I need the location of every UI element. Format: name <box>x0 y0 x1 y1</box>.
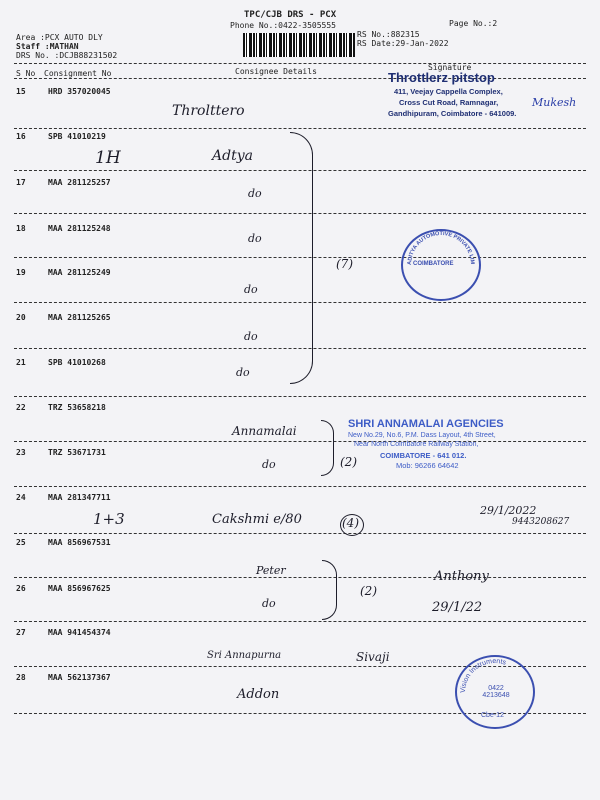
handwritten-ditto: do <box>236 366 250 379</box>
row-25-consignment: MAA 856967531 <box>48 538 111 547</box>
rs-number: RS No.:882315 <box>357 30 420 39</box>
handwritten-ditto: do <box>262 597 276 610</box>
handwritten-brace <box>290 132 313 384</box>
row-28-sno: 28 <box>16 673 26 682</box>
column-consignment: Consignment No <box>44 69 112 78</box>
drs-number: DRS No. :DCJB88231502 <box>16 51 118 60</box>
row-20-sno: 20 <box>16 313 26 322</box>
handwritten-name: Sri Annapurna <box>207 650 282 661</box>
handwritten-ditto: do <box>244 330 258 343</box>
handwritten-count: 1+3 <box>93 510 125 528</box>
handwritten-date: 29/1/2022 <box>480 504 537 517</box>
row-27-sno: 27 <box>16 628 26 637</box>
row-24-consignment: MAA 281347711 <box>48 493 111 502</box>
handwritten-signature: Sivaji <box>356 650 390 664</box>
handwritten-brace <box>321 420 334 476</box>
row-divider <box>14 396 586 397</box>
row-24-sno: 24 <box>16 493 26 502</box>
handwritten-brace <box>322 560 337 620</box>
header-divider <box>14 63 586 64</box>
handwritten-count-circled: (4) <box>342 516 359 530</box>
handwritten-ditto: do <box>248 187 262 200</box>
throttlerz-stamp-address-1: 411, Veejay Cappella Complex, <box>394 87 503 96</box>
row-divider <box>14 577 586 578</box>
staff-label: Staff :MATHAN <box>16 42 79 51</box>
row-19-sno: 19 <box>16 268 26 277</box>
area-label: Area :PCX AUTO DLY <box>16 33 103 42</box>
handwritten-count-circled: (2) <box>340 455 357 469</box>
handwritten-phone: 9443208627 <box>512 517 570 527</box>
row-26-sno: 26 <box>16 584 26 593</box>
row-divider <box>14 128 586 129</box>
row-17-consignment: MAA 281125257 <box>48 178 111 187</box>
annamalai-stamp-address-1: New No.29, No.6, P.M. Dass Layout, 4th Street, <box>348 432 496 439</box>
handwritten-name: Addon <box>237 687 280 702</box>
phone-number: Phone No.:0422-3505555 <box>230 21 336 30</box>
vision-instruments-ring-text: Vision Instruments <box>459 657 507 694</box>
row-19-consignment: MAA 281125249 <box>48 268 111 277</box>
handwritten-name: Throlttero <box>172 103 245 119</box>
aditya-seal-ring-text: ADITYA AUTOMOTIVE PRIVATE LIM <box>406 231 476 266</box>
handwritten-ditto: do <box>262 458 276 471</box>
row-divider <box>14 533 586 534</box>
vision-instruments-seal <box>455 655 535 729</box>
row-15-consignment: HRD 357020045 <box>48 87 111 96</box>
row-23-consignment: TRZ 53671731 <box>48 448 106 457</box>
row-25-sno: 25 <box>16 538 26 547</box>
handwritten-signature: Anthony <box>434 569 489 584</box>
annamalai-stamp-mobile: Mob: 96266 64642 <box>396 461 459 470</box>
row-27-consignment: MAA 941454374 <box>48 628 111 637</box>
handwritten-signature: Mukesh <box>532 96 577 109</box>
annamalai-stamp-address-2: Near North Coimbatore Railway Station, <box>354 441 479 448</box>
throttlerz-stamp-address-2: Cross Cut Road, Ramnagar, <box>399 98 499 107</box>
handwritten-count-circled: (2) <box>360 584 377 598</box>
annamalai-stamp-address-3: COIMBATORE - 641 012. <box>380 451 467 460</box>
row-divider <box>14 486 586 487</box>
handwritten-count: 1H <box>95 148 121 168</box>
row-23-sno: 23 <box>16 448 26 457</box>
column-signature: Signature <box>428 63 472 72</box>
row-18-sno: 18 <box>16 224 26 233</box>
throttlerz-stamp-address-3: Gandhipuram, Coimbatore - 641009. <box>388 109 517 118</box>
row-16-sno: 16 <box>16 132 26 141</box>
row-16-consignment: SPB 41010219 <box>48 132 106 141</box>
row-17-sno: 17 <box>16 178 26 187</box>
row-21-sno: 21 <box>16 358 26 367</box>
row-22-consignment: TRZ 53658218 <box>48 403 106 412</box>
annamalai-stamp-name: SHRI ANNAMALAI AGENCIES <box>348 418 504 430</box>
column-consignee-details: Consignee Details <box>235 67 317 76</box>
page-number: Page No.:2 <box>449 19 498 28</box>
column-sno: S No <box>16 69 36 78</box>
row-28-consignment: MAA 562137367 <box>48 673 111 682</box>
handwritten-name: Annamalai <box>232 424 297 438</box>
vision-instruments-phone: 0422 4213648 <box>482 685 510 699</box>
vision-instruments-city: Cbe-12 <box>481 712 504 719</box>
rs-date: RS Date:29-Jan-2022 <box>357 39 449 48</box>
handwritten-count-circled: (7) <box>336 257 353 271</box>
column-divider <box>14 78 586 79</box>
document-title: TPC/CJB DRS - PCX <box>244 10 337 20</box>
aditya-seal <box>401 229 481 301</box>
handwritten-name: Peter <box>256 564 286 577</box>
row-15-sno: 15 <box>16 87 26 96</box>
handwritten-name: Cakshmi e/80 <box>212 512 302 527</box>
handwritten-ditto: do <box>248 232 262 245</box>
row-22-sno: 22 <box>16 403 26 412</box>
row-20-consignment: MAA 281125265 <box>48 313 111 322</box>
row-divider <box>14 621 586 622</box>
row-26-consignment: MAA 856967625 <box>48 584 111 593</box>
row-18-consignment: MAA 281125248 <box>48 224 111 233</box>
handwritten-ditto: do <box>244 283 258 296</box>
handwritten-date: 29/1/22 <box>432 600 483 615</box>
throttlerz-stamp-name: Throttlerz pitstop <box>388 70 495 85</box>
row-divider <box>14 441 586 442</box>
handwritten-name: Adtya <box>212 148 253 164</box>
row-21-consignment: SPB 41010268 <box>48 358 106 367</box>
barcode <box>243 33 355 57</box>
aditya-seal-center: COIMBATORE <box>413 261 454 267</box>
